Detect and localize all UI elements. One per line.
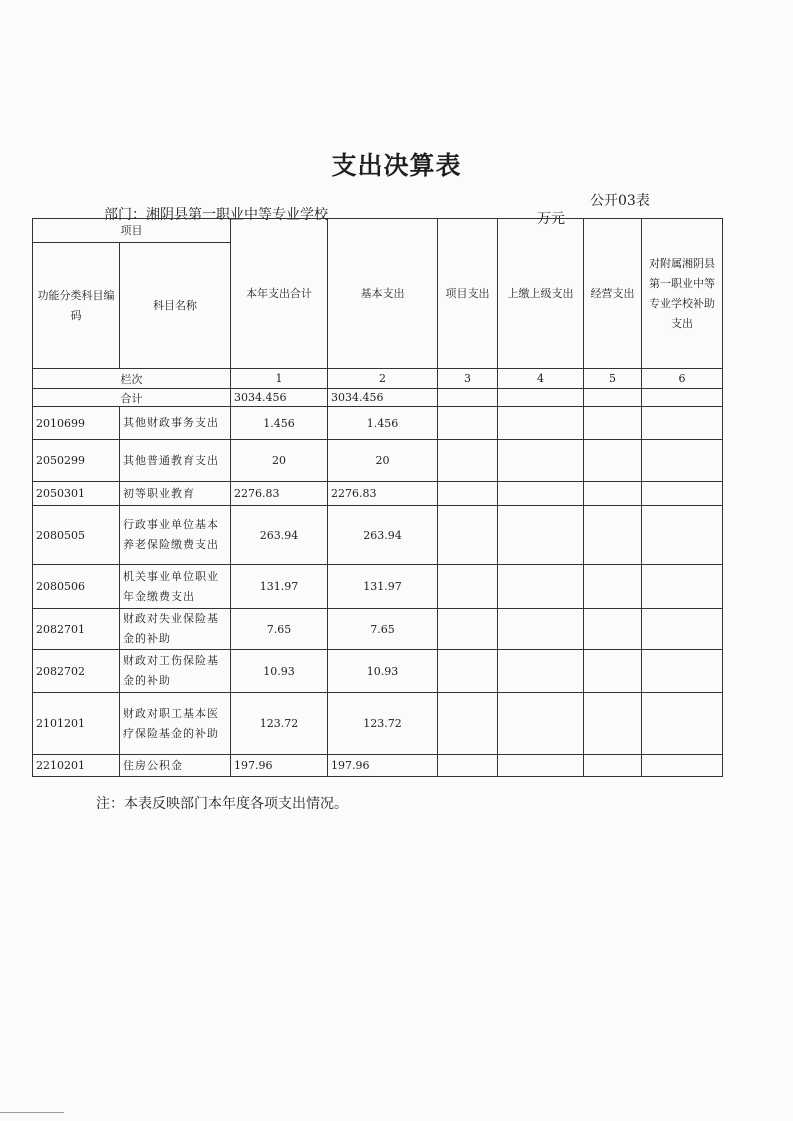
row-basic: 7.65 — [328, 609, 438, 650]
col-number: 1 — [231, 369, 328, 389]
expenditure-table — [32, 218, 723, 777]
table-row — [33, 693, 723, 755]
form-number: 公开03表 — [590, 193, 650, 209]
row-name: 财政对职工基本医疗保险基金的补助 — [120, 693, 231, 755]
row-code: 2080505 — [33, 506, 120, 565]
row-total: 7.65 — [231, 609, 328, 650]
row-code: 2010699 — [33, 407, 120, 440]
table-row — [33, 565, 723, 609]
row-basic: 197.96 — [328, 755, 438, 777]
row-total: 2276.83 — [231, 482, 328, 506]
table-row — [33, 506, 723, 565]
table-row — [33, 650, 723, 693]
row-code: 2101201 — [33, 693, 120, 755]
group-header: 项目 — [33, 219, 231, 243]
col-header-business: 经营支出 — [584, 219, 642, 369]
table-row — [33, 609, 723, 650]
row-basic: 131.97 — [328, 565, 438, 609]
row-name: 其他普通教育支出 — [120, 440, 231, 482]
department-label: 部门：湘阴县第一职业中等专业学校 — [104, 207, 328, 223]
row-name: 机关事业单位职业年金缴费支出 — [120, 565, 231, 609]
col-number: 5 — [584, 369, 642, 389]
row-basic: 263.94 — [328, 506, 438, 565]
footnote: 注：本表反映部门本年度各项支出情况。 — [96, 796, 348, 812]
page-title: 支出决算表 — [331, 151, 462, 180]
table-row — [33, 755, 723, 777]
row-total: 1.456 — [231, 407, 328, 440]
row-name: 其他财政事务支出 — [120, 407, 231, 440]
col-number: 3 — [438, 369, 498, 389]
table-row — [33, 482, 723, 506]
col-header-name: 科目名称 — [120, 243, 231, 369]
total-row — [33, 389, 723, 407]
row-total: 10.93 — [231, 650, 328, 693]
row-total: 131.97 — [231, 565, 328, 609]
row-code: 2082701 — [33, 609, 120, 650]
row-basic: 10.93 — [328, 650, 438, 693]
row-name: 财政对失业保险基金的补助 — [120, 609, 231, 650]
scan-edge-line — [0, 1112, 64, 1113]
total-label: 合计 — [33, 389, 231, 407]
row-basic: 2276.83 — [328, 482, 438, 506]
row-name: 初等职业教育 — [120, 482, 231, 506]
unit-label: 万元 — [537, 211, 565, 227]
row-code: 2080506 — [33, 565, 120, 609]
col-number: 4 — [498, 369, 584, 389]
row-total: 197.96 — [231, 755, 328, 777]
col-header-basic: 基本支出 — [328, 219, 438, 369]
total-value: 3034.456 — [328, 389, 438, 407]
row-total: 20 — [231, 440, 328, 482]
col-header-total: 本年支出合计 — [231, 219, 328, 369]
col-number: 2 — [328, 369, 438, 389]
row-label: 栏次 — [33, 369, 231, 389]
row-code: 2210201 — [33, 755, 120, 777]
row-name: 住房公积金 — [120, 755, 231, 777]
table-row — [33, 440, 723, 482]
col-header-subsidy: 对附属湘阴县第一职业中等专业学校补助支出 — [642, 219, 723, 369]
row-name: 行政事业单位基本养老保险缴费支出 — [120, 506, 231, 565]
row-name: 财政对工伤保险基金的补助 — [120, 650, 231, 693]
col-header-code: 功能分类科目编码 — [33, 243, 120, 369]
row-basic: 123.72 — [328, 693, 438, 755]
table-row — [33, 407, 723, 440]
row-code: 2050299 — [33, 440, 120, 482]
row-basic: 1.456 — [328, 407, 438, 440]
row-total: 263.94 — [231, 506, 328, 565]
total-value: 3034.456 — [231, 389, 328, 407]
col-header-project: 项目支出 — [438, 219, 498, 369]
row-total: 123.72 — [231, 693, 328, 755]
col-number: 6 — [642, 369, 723, 389]
row-code: 2050301 — [33, 482, 120, 506]
row-code: 2082702 — [33, 650, 120, 693]
col-header-upper: 上缴上级支出 — [498, 219, 584, 369]
row-basic: 20 — [328, 440, 438, 482]
